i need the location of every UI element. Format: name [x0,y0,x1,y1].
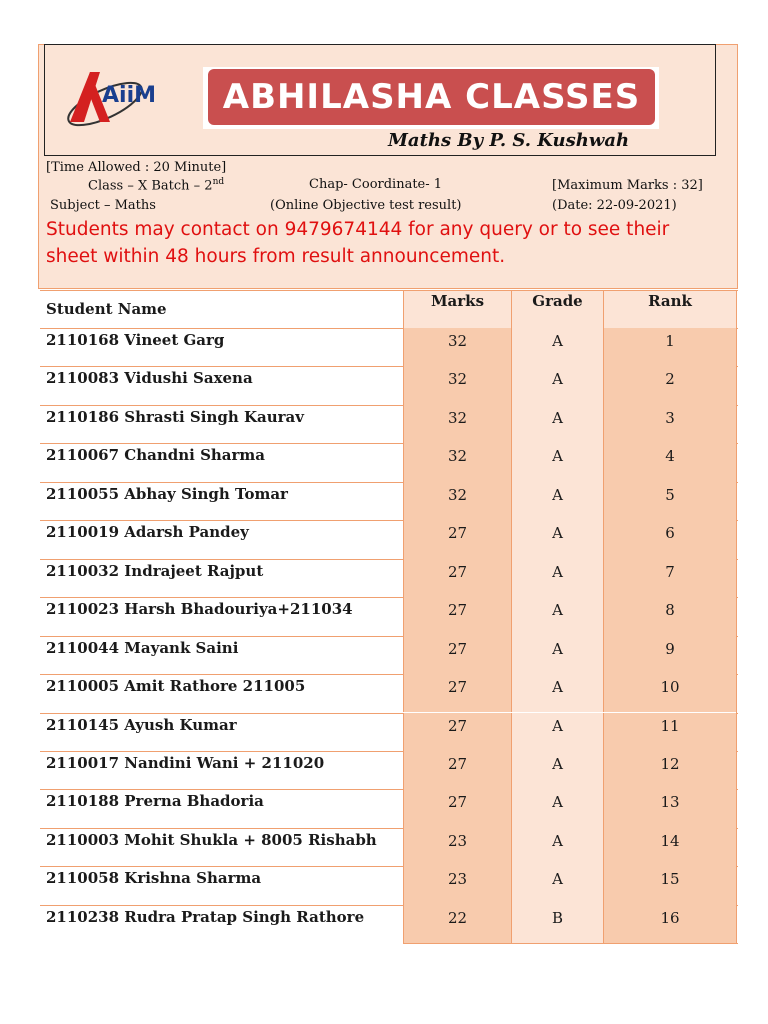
grade-cell: A [511,366,603,404]
row-divider [403,943,738,944]
grade-cell: A [511,597,603,635]
subject: Subject – Maths [50,198,156,213]
student-name: 2110005 Amit Rathore 211005 [46,677,306,696]
student-name: 2110188 Prerna Bhadoria [46,792,264,811]
rank-cell: 15 [603,866,736,904]
rank-cell: 8 [603,597,736,635]
marks-cell: 27 [403,559,511,597]
class-batch [88,177,224,193]
student-name: 2110044 Mayank Saini [46,638,239,657]
rank-cell: 7 [603,559,736,597]
marks-cell: 32 [403,366,511,404]
banner [203,67,659,129]
marks-cell: 22 [403,905,511,943]
header-student-name: Student Name [46,300,167,318]
rank-cell: 4 [603,443,736,481]
rank-cell: 16 [603,905,736,943]
rank-cell: 10 [603,674,736,712]
student-name: 2110168 Vineet Garg [46,331,225,349]
marks-cell: 27 [403,674,511,712]
teacher-subtitle: Maths By P. S. Kushwah [388,130,630,151]
table-right-border [736,290,737,943]
student-name: 2110186 Shrasti Singh Kaurav [46,407,304,426]
institute-title: ABHILASHA CLASSES [222,77,641,117]
rank-cell: 6 [603,520,736,558]
chapter: Chap- Coordinate- 1 [309,177,443,192]
rank-cell: 3 [603,405,736,443]
rank-cell: 13 [603,789,736,827]
student-name: 2110058 Krishna Sharma [46,869,262,888]
header-grade: Grade [511,290,603,328]
grade-cell: A [511,520,603,558]
marks-cell: 27 [403,597,511,635]
row-divider [40,290,738,291]
marks-cell: 32 [403,482,511,520]
rank-cell: 14 [603,828,736,866]
marks-cell: 27 [403,636,511,674]
grade-cell: A [511,482,603,520]
test-date: (Date: 22-09-2021) [552,198,677,213]
grade-cell: A [511,328,603,366]
student-name: 2110003 Mohit Shukla + 8005 Rishabh [46,830,377,849]
class-batch-text: Class – X Batch – 2 [88,178,213,194]
student-name: 2110055 Abhay Singh Tomar [46,484,288,503]
grade-cell: A [511,866,603,904]
marks-cell: 23 [403,828,511,866]
rank-cell: 5 [603,482,736,520]
header-rank: Rank [603,290,736,328]
rank-cell: 1 [603,328,736,366]
marks-cell: 23 [403,866,511,904]
contact-notice [46,216,736,270]
logo-text: AiiM [102,83,157,108]
time-allowed: [Time Allowed : 20 Minute] [46,160,227,175]
rank-cell: 12 [603,751,736,789]
student-name: 2110032 Indrajeet Rajput [46,561,264,580]
grade-cell: A [511,443,603,481]
marks-cell: 27 [403,751,511,789]
aiim-logo-icon [60,64,160,134]
marks-cell: 32 [403,443,511,481]
student-name: 2110023 Harsh Bhadouriya+211034 [46,600,353,619]
grade-cell: A [511,559,603,597]
max-marks: [Maximum Marks : 32] [552,178,703,193]
header-marks: Marks [403,290,511,328]
marks-cell: 27 [403,520,511,558]
grade-cell: A [511,713,603,751]
grade-cell: A [511,674,603,712]
marks-cell: 27 [403,713,511,751]
grade-cell: A [511,789,603,827]
grade-cell: A [511,405,603,443]
rank-cell: 11 [603,713,736,751]
student-name: 2110017 Nandini Wani + 211020 [46,753,325,772]
student-name: 2110067 Chandni Sharma [46,446,266,465]
grade-cell: A [511,751,603,789]
student-name: 2110238 Rudra Pratap Singh Rathore [46,907,365,926]
batch-sup: nd [212,177,225,187]
rank-cell: 2 [603,366,736,404]
grade-cell: B [511,905,603,943]
test-type: (Online Objective test result) [270,198,462,213]
student-name: 2110145 Ayush Kumar [46,715,237,734]
notice-line-1: Students may contact on 9479674144 for any query or to see their [46,219,670,240]
marks-cell: 27 [403,789,511,827]
student-name: 2110083 Vidushi Saxena [46,369,253,388]
rank-cell: 9 [603,636,736,674]
marks-cell: 32 [403,405,511,443]
grade-cell: A [511,636,603,674]
grade-cell: A [511,828,603,866]
notice-line-2: sheet within 48 hours from result announcement. [46,246,506,267]
student-name: 2110019 Adarsh Pandey [46,523,249,542]
marks-cell: 32 [403,328,511,366]
